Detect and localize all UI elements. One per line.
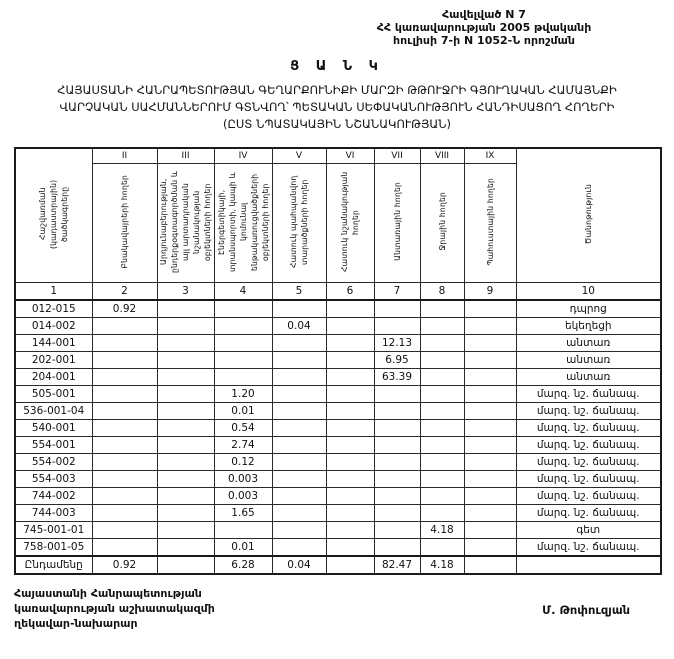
area-value-cell xyxy=(326,556,374,574)
header-col-forest: Անտառային հողեր xyxy=(374,164,420,283)
area-value-cell xyxy=(157,352,214,369)
cadastral-code: 554-001 xyxy=(15,437,92,454)
total-label: Ընդամենը xyxy=(15,556,92,574)
table-row xyxy=(15,386,661,403)
cadastral-code: 745-001-01 xyxy=(15,522,92,539)
area-value-cell: 0.01 xyxy=(214,403,272,420)
area-value-cell xyxy=(157,369,214,386)
area-value-cell xyxy=(374,318,420,335)
area-value-cell xyxy=(420,539,464,557)
note-cell: մարզ. նշ. ճանապ. xyxy=(516,505,661,522)
note-cell: անտառ xyxy=(516,335,661,352)
area-value-cell xyxy=(92,335,157,352)
table-row xyxy=(15,352,661,369)
area-value-cell xyxy=(326,352,374,369)
note-cell: մարզ. նշ. ճանապ. xyxy=(516,539,661,557)
header-col-note xyxy=(516,148,661,283)
area-value-cell: 4.18 xyxy=(420,556,464,574)
cadastral-code: 144-001 xyxy=(15,335,92,352)
table-row xyxy=(15,505,661,522)
table-row xyxy=(15,335,661,352)
area-value-cell xyxy=(272,300,326,318)
note-cell: մարզ. նշ. ճանապ. xyxy=(516,454,661,471)
subtitle-line-1: ՀԱՅԱՍՏԱՆԻ ՀԱՆՐԱՊԵՏՈՒԹՅԱՆ ԳԵՂԱՐՔՈՒՆԻՔԻ ՄԱՐԶԻ ԹԹՈՒՋՐԻ ԳՅՈՒՂԱԿԱՆ ՀԱՄԱՅՆՔԻ xyxy=(57,83,617,97)
note-cell: գետ xyxy=(516,522,661,539)
area-value-cell xyxy=(326,471,374,488)
roman-IV: IV xyxy=(214,148,272,164)
area-value-cell xyxy=(157,386,214,403)
footer xyxy=(14,586,630,631)
area-value-cell xyxy=(464,420,516,437)
area-value-cell xyxy=(92,539,157,557)
area-value-cell: 0.04 xyxy=(272,318,326,335)
document-title: Ց Ա Ն Կ xyxy=(290,59,384,74)
header-col-special: Հատուկ նշանակության հողեր xyxy=(326,164,374,283)
table-row xyxy=(15,488,661,505)
area-value-cell xyxy=(92,403,157,420)
area-value-cell: 0.01 xyxy=(214,539,272,557)
area-value-cell xyxy=(420,352,464,369)
area-value-cell xyxy=(272,369,326,386)
header-col-energy: Էներգետիկայի, տրանսպորտի, կապի և կոմունալ ենթակառուցվածքների օբյեկտների հողեր xyxy=(214,164,272,283)
area-value-cell: 6.28 xyxy=(214,556,272,574)
signatory-line-2: կառավարության աշխատակազմի xyxy=(14,602,215,615)
area-value-cell xyxy=(157,300,214,318)
note-cell: եկեղեցի xyxy=(516,318,661,335)
area-value-cell xyxy=(420,335,464,352)
area-value-cell xyxy=(214,335,272,352)
area-value-cell xyxy=(157,318,214,335)
area-value-cell: 63.39 xyxy=(374,369,420,386)
area-value-cell xyxy=(157,522,214,539)
area-value-cell xyxy=(157,454,214,471)
area-value-cell xyxy=(464,488,516,505)
area-value-cell: 0.003 xyxy=(214,488,272,505)
table-row xyxy=(15,420,661,437)
area-value-cell xyxy=(92,420,157,437)
area-value-cell xyxy=(420,369,464,386)
signatory-title-block xyxy=(14,586,215,631)
area-value-cell xyxy=(326,522,374,539)
area-value-cell xyxy=(420,454,464,471)
area-value-cell xyxy=(214,318,272,335)
area-value-cell xyxy=(272,437,326,454)
area-value-cell: 4.18 xyxy=(420,522,464,539)
area-value-cell xyxy=(464,505,516,522)
area-value-cell xyxy=(464,556,516,574)
area-value-cell xyxy=(464,318,516,335)
table-row xyxy=(15,539,661,557)
area-value-cell xyxy=(92,386,157,403)
area-value-cell xyxy=(157,437,214,454)
area-value-cell xyxy=(464,437,516,454)
area-value-cell xyxy=(272,505,326,522)
table-row xyxy=(15,522,661,539)
table-body xyxy=(15,300,661,574)
area-value-cell xyxy=(272,420,326,437)
area-value-cell xyxy=(214,522,272,539)
area-value-cell xyxy=(326,539,374,557)
table-row xyxy=(15,369,661,386)
annex-line-3: հուլիսի 7-ի N 1052-Ն որոշման xyxy=(393,34,575,47)
note-cell: մարզ. նշ. ճանապ. xyxy=(516,386,661,403)
cadastral-code: 204-001 xyxy=(15,369,92,386)
area-value-cell xyxy=(326,386,374,403)
area-value-cell: 1.20 xyxy=(214,386,272,403)
area-value-cell xyxy=(157,335,214,352)
area-value-cell xyxy=(92,522,157,539)
area-value-cell xyxy=(157,556,214,574)
cadastral-code: 505-001 xyxy=(15,386,92,403)
area-value-cell: 0.92 xyxy=(92,300,157,318)
area-value-cell xyxy=(374,522,420,539)
signatory-name: Մ. Թոփուզյան xyxy=(542,603,630,617)
note-cell xyxy=(516,556,661,574)
cadastral-code: 540-001 xyxy=(15,420,92,437)
area-value-cell xyxy=(464,539,516,557)
table-row xyxy=(15,318,661,335)
area-value-cell xyxy=(92,352,157,369)
area-value-cell xyxy=(157,420,214,437)
area-value-cell xyxy=(157,539,214,557)
area-value-cell xyxy=(326,488,374,505)
note-cell: մարզ. նշ. ճանապ. xyxy=(516,471,661,488)
cadastral-code: 014-002 xyxy=(15,318,92,335)
area-value-cell xyxy=(214,300,272,318)
area-value-cell xyxy=(326,300,374,318)
area-value-cell xyxy=(92,505,157,522)
note-cell: մարզ. նշ. ճանապ. xyxy=(516,488,661,505)
area-value-cell xyxy=(157,505,214,522)
area-value-cell xyxy=(374,386,420,403)
note-cell: մարզ. նշ. ճանապ. xyxy=(516,420,661,437)
annex-reference-block xyxy=(304,8,664,47)
table-row xyxy=(15,300,661,318)
annex-line-1: Հավելված N 7 xyxy=(442,8,526,21)
note-cell: դպրոց xyxy=(516,300,661,318)
cadastral-code: 012-015 xyxy=(15,300,92,318)
area-value-cell xyxy=(326,420,374,437)
area-value-cell: 6.95 xyxy=(374,352,420,369)
area-value-cell: 2.74 xyxy=(214,437,272,454)
header-col-industry: Արդյունաբերության, ընդերքօգտագործման և այլ արտադրական նշանակության օբյեկտների հողեր xyxy=(157,164,214,283)
signatory-line-3: ղեկավար-նախարար xyxy=(14,617,138,630)
area-value-cell xyxy=(92,488,157,505)
area-value-cell xyxy=(157,403,214,420)
note-cell: մարզ. նշ. ճանապ. xyxy=(516,403,661,420)
table-row xyxy=(15,437,661,454)
area-value-cell xyxy=(464,471,516,488)
area-value-cell xyxy=(464,454,516,471)
header-col-codes-label: Հաշվառման (կադաստրային) ծածկագրերը xyxy=(38,179,70,249)
header-number-row: 1 2 3 4 5 6 7 8 9 10 xyxy=(15,283,661,301)
area-value-cell: 82.47 xyxy=(374,556,420,574)
area-value-cell xyxy=(420,318,464,335)
area-value-cell xyxy=(420,300,464,318)
signatory-line-1: Հայաստանի Հանրապետության xyxy=(14,587,202,600)
area-value-cell xyxy=(464,522,516,539)
cadastral-code: 536-001-04 xyxy=(15,403,92,420)
document-subtitle xyxy=(0,82,674,133)
area-value-cell xyxy=(272,454,326,471)
area-value-cell xyxy=(214,352,272,369)
header-col-protected: Հատուկ պահպանվող տարածքների հողեր xyxy=(272,164,326,283)
table-row xyxy=(15,403,661,420)
cadastral-code: 554-002 xyxy=(15,454,92,471)
roman-IX: IX xyxy=(464,148,516,164)
roman-II: II xyxy=(92,148,157,164)
area-value-cell: 1.65 xyxy=(214,505,272,522)
area-value-cell xyxy=(92,471,157,488)
area-value-cell xyxy=(464,403,516,420)
area-value-cell xyxy=(374,454,420,471)
note-cell: անտառ xyxy=(516,352,661,369)
area-value-cell xyxy=(157,471,214,488)
area-value-cell: 0.12 xyxy=(214,454,272,471)
area-value-cell xyxy=(272,352,326,369)
area-value-cell xyxy=(420,488,464,505)
area-value-cell xyxy=(420,437,464,454)
area-value-cell xyxy=(464,386,516,403)
cadastral-code: 744-003 xyxy=(15,505,92,522)
area-value-cell xyxy=(157,488,214,505)
area-value-cell xyxy=(326,403,374,420)
area-value-cell xyxy=(326,318,374,335)
roman-VI: VI xyxy=(326,148,374,164)
cadastral-code: 202-001 xyxy=(15,352,92,369)
area-value-cell xyxy=(374,471,420,488)
annex-line-2: ՀՀ կառավարության 2005 թվականի xyxy=(376,21,592,34)
header-col-reserve: Պահուստային հողեր xyxy=(464,164,516,283)
area-value-cell: 0.04 xyxy=(272,556,326,574)
area-value-cell xyxy=(464,300,516,318)
area-value-cell xyxy=(272,471,326,488)
cadastral-code: 744-002 xyxy=(15,488,92,505)
area-value-cell xyxy=(464,369,516,386)
area-value-cell xyxy=(326,437,374,454)
area-value-cell xyxy=(272,488,326,505)
area-value-cell xyxy=(92,369,157,386)
note-cell: մարզ. նշ. ճանապ. xyxy=(516,437,661,454)
area-value-cell xyxy=(374,420,420,437)
area-value-cell xyxy=(326,454,374,471)
area-value-cell xyxy=(374,403,420,420)
area-value-cell xyxy=(214,369,272,386)
header-col-codes xyxy=(15,148,92,283)
area-value-cell xyxy=(272,335,326,352)
land-registry-table xyxy=(14,147,662,575)
header-roman-row xyxy=(15,148,661,164)
subtitle-line-3: (ԸՍՏ ՆՊԱՏԱԿԱՅԻՆ ՆՇԱՆԱԿՈՒԹՅԱՆ) xyxy=(222,117,452,131)
area-value-cell xyxy=(374,300,420,318)
area-value-cell xyxy=(420,403,464,420)
area-value-cell xyxy=(92,437,157,454)
area-value-cell xyxy=(464,335,516,352)
area-value-cell xyxy=(92,318,157,335)
area-value-cell xyxy=(92,454,157,471)
note-cell: անտառ xyxy=(516,369,661,386)
table-row xyxy=(15,454,661,471)
roman-VII: VII xyxy=(374,148,420,164)
area-value-cell xyxy=(374,488,420,505)
area-value-cell xyxy=(326,335,374,352)
area-value-cell: 0.92 xyxy=(92,556,157,574)
header-col-note-label: Ծանոթություն xyxy=(583,183,593,245)
total-row xyxy=(15,556,661,574)
header-col-settlement: Բնակավայրերի հողեր xyxy=(92,164,157,283)
roman-III: III xyxy=(157,148,214,164)
roman-VIII: VIII xyxy=(420,148,464,164)
area-value-cell: 0.54 xyxy=(214,420,272,437)
area-value-cell xyxy=(420,471,464,488)
area-value-cell xyxy=(420,420,464,437)
area-value-cell xyxy=(420,505,464,522)
area-value-cell xyxy=(272,522,326,539)
area-value-cell xyxy=(374,539,420,557)
area-value-cell xyxy=(272,403,326,420)
table-row xyxy=(15,471,661,488)
area-value-cell xyxy=(272,386,326,403)
area-value-cell xyxy=(326,369,374,386)
area-value-cell xyxy=(272,539,326,557)
cadastral-code: 758-001-05 xyxy=(15,539,92,557)
roman-V: V xyxy=(272,148,326,164)
area-value-cell xyxy=(374,437,420,454)
cadastral-code: 554-003 xyxy=(15,471,92,488)
header-col-water: Ջրային հողեր xyxy=(420,164,464,283)
area-value-cell xyxy=(464,352,516,369)
area-value-cell: 0.003 xyxy=(214,471,272,488)
area-value-cell: 12.13 xyxy=(374,335,420,352)
subtitle-line-2: ՎԱՐՉԱԿԱՆ ՍԱՀՄԱՆՆԵՐՈՒՄ ԳՏՆՎՈՂ՝ ՊԵՏԱԿԱՆ ՍԵՓԱԿԱՆՈՒԹՅՈՒՆ ՀԱՆԴԻՍԱՑՈՂ ՀՈՂԵՐԻ xyxy=(59,100,615,114)
area-value-cell xyxy=(374,505,420,522)
area-value-cell xyxy=(420,386,464,403)
area-value-cell xyxy=(326,505,374,522)
